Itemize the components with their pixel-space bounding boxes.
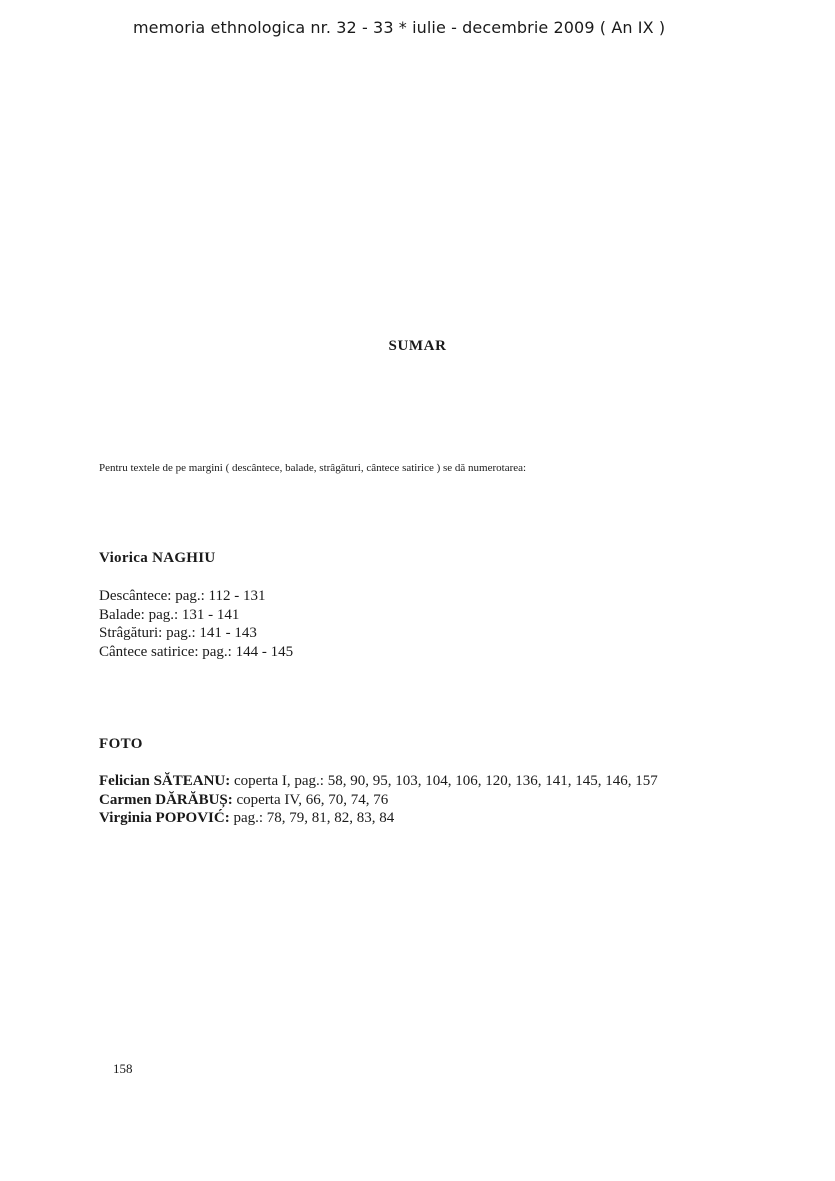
credit-name: Virginia POPOVIĆ: [99, 810, 230, 826]
credit-pages: coperta IV, 66, 70, 74, 76 [232, 791, 389, 808]
author-entries-list [99, 587, 293, 661]
intro-paragraph: Pentru textele de pe margini ( descântece, balade, strâgături, cântece satirice ) se dă numerotarea: [99, 462, 527, 474]
page-number: 158 [113, 1061, 133, 1076]
list-item: Descântece: pag.: 112 - 131 [99, 588, 266, 604]
photo-credits-list [99, 772, 658, 828]
credit-item [99, 809, 658, 828]
list-item: Balade: pag.: 131 - 141 [99, 606, 240, 623]
credit-pages: pag.: 78, 79, 81, 82, 83, 84 [229, 810, 395, 826]
credit-item [99, 791, 658, 810]
credit-name: Carmen DĂRĂBUȘ: [99, 791, 233, 808]
credit-pages: coperta I, pag.: 58, 90, 95, 103, 104, 106, 120, 136, 141, 145, 146, 157 [230, 773, 658, 789]
author-name: Viorica NAGHIU [99, 550, 216, 566]
running-header: memoria ethnologica nr. 32 - 33 * iulie - decembrie 2009 ( An IX ) [133, 18, 666, 37]
list-item: Strâgături: pag.: 141 - 143 [99, 625, 257, 641]
page-title-text: SUMAR [388, 338, 447, 354]
credit-item [99, 772, 658, 791]
page-title [0, 338, 835, 355]
foto-heading: FOTO [99, 736, 143, 752]
credit-name: Felician SĂTEANU: [99, 773, 231, 789]
list-item: Cântece satirice: pag.: 144 - 145 [99, 643, 294, 660]
